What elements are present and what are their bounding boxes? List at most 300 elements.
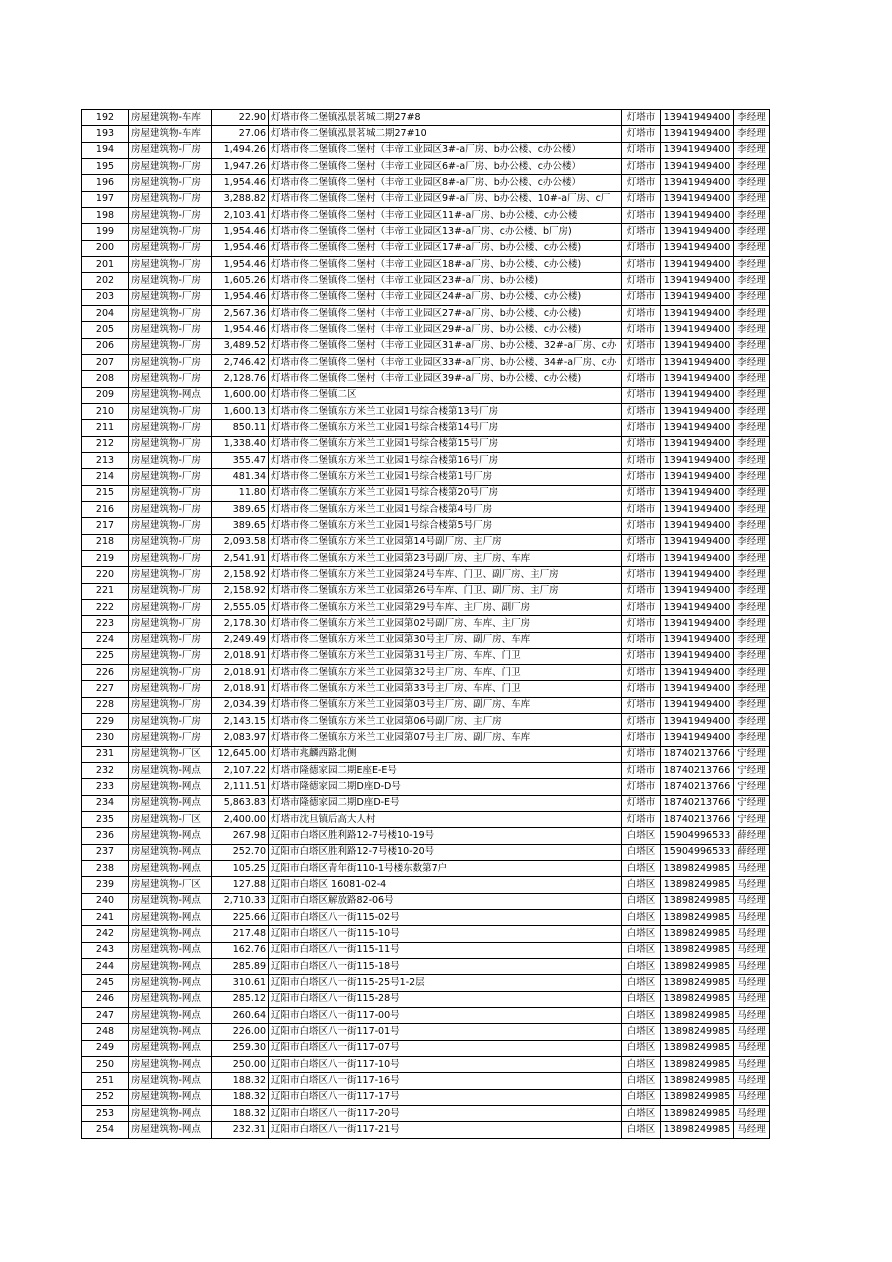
address-cell: 辽阳市白塔区八一街117-21号 xyxy=(269,1122,622,1138)
table-row xyxy=(82,224,770,240)
contact-name-cell: 李经理 xyxy=(734,175,770,191)
contact-name-cell: 李经理 xyxy=(734,207,770,223)
property-type-cell: 房屋建筑物-网点 xyxy=(129,861,212,877)
contact-name-cell: 李经理 xyxy=(734,616,770,632)
area-value-cell: 1,947.26 xyxy=(212,158,269,174)
row-number-cell: 238 xyxy=(82,861,129,877)
area-value-cell: 252.70 xyxy=(212,844,269,860)
contact-phone-cell: 13898249985 xyxy=(661,926,734,942)
property-type-cell: 房屋建筑物-厂房 xyxy=(129,207,212,223)
property-type-cell: 房屋建筑物-厂房 xyxy=(129,730,212,746)
contact-phone-cell: 13898249985 xyxy=(661,1089,734,1105)
property-type-cell: 房屋建筑物-厂房 xyxy=(129,142,212,158)
row-number-cell: 210 xyxy=(82,403,129,419)
table-row xyxy=(82,403,770,419)
address-cell: 辽阳市白塔区解放路82-06号 xyxy=(269,893,622,909)
district-cell: 灯塔市 xyxy=(622,697,661,713)
contact-name-cell: 李经理 xyxy=(734,469,770,485)
contact-phone-cell: 18740213766 xyxy=(661,779,734,795)
contact-name-cell: 马经理 xyxy=(734,861,770,877)
property-type-cell: 房屋建筑物-厂房 xyxy=(129,534,212,550)
contact-name-cell: 李经理 xyxy=(734,224,770,240)
contact-name-cell: 李经理 xyxy=(734,452,770,468)
area-value-cell: 1,954.46 xyxy=(212,322,269,338)
area-value-cell: 355.47 xyxy=(212,452,269,468)
row-number-cell: 207 xyxy=(82,354,129,370)
address-cell: 灯塔市兆麟西路北侧 xyxy=(269,746,622,762)
property-type-cell: 房屋建筑物-网点 xyxy=(129,1024,212,1040)
property-type-cell: 房屋建筑物-厂房 xyxy=(129,550,212,566)
property-type-cell: 房屋建筑物-网点 xyxy=(129,991,212,1007)
district-cell: 白塔区 xyxy=(622,1106,661,1122)
district-cell: 灯塔市 xyxy=(622,387,661,403)
area-value-cell: 850.11 xyxy=(212,420,269,436)
area-value-cell: 260.64 xyxy=(212,1008,269,1024)
row-number-cell: 225 xyxy=(82,648,129,664)
property-type-cell: 房屋建筑物-厂房 xyxy=(129,273,212,289)
area-value-cell: 259.30 xyxy=(212,1040,269,1056)
contact-name-cell: 宁经理 xyxy=(734,779,770,795)
row-number-cell: 217 xyxy=(82,518,129,534)
row-number-cell: 203 xyxy=(82,289,129,305)
address-cell: 辽阳市白塔区八一街117-00号 xyxy=(269,1008,622,1024)
address-cell: 灯塔市佟二堡镇东方米兰工业园第02号副厂房、车库、主厂房 xyxy=(269,616,622,632)
address-cell: 辽阳市白塔区八一街117-01号 xyxy=(269,1024,622,1040)
address-cell: 灯塔市佟二堡镇佟二堡村（丰帝工业园区8#-a厂房、b办公楼、c办公楼） xyxy=(269,175,622,191)
contact-phone-cell: 13941949400 xyxy=(661,616,734,632)
contact-name-cell: 马经理 xyxy=(734,959,770,975)
address-cell: 灯塔市佟二堡镇二区 xyxy=(269,387,622,403)
contact-phone-cell: 13941949400 xyxy=(661,648,734,664)
district-cell: 白塔区 xyxy=(622,1024,661,1040)
area-value-cell: 162.76 xyxy=(212,942,269,958)
row-number-cell: 228 xyxy=(82,697,129,713)
row-number-cell: 212 xyxy=(82,436,129,452)
contact-name-cell: 马经理 xyxy=(734,1008,770,1024)
district-cell: 灯塔市 xyxy=(622,436,661,452)
table-row xyxy=(82,1106,770,1122)
contact-phone-cell: 18740213766 xyxy=(661,746,734,762)
row-number-cell: 250 xyxy=(82,1057,129,1073)
district-cell: 灯塔市 xyxy=(622,763,661,779)
contact-phone-cell: 15904996533 xyxy=(661,828,734,844)
contact-phone-cell: 13941949400 xyxy=(661,158,734,174)
area-value-cell: 3,288.82 xyxy=(212,191,269,207)
address-cell: 灯塔市佟二堡镇东方米兰工业园1号综合楼第1号厂房 xyxy=(269,469,622,485)
row-number-cell: 208 xyxy=(82,371,129,387)
district-cell: 灯塔市 xyxy=(622,158,661,174)
property-type-cell: 房屋建筑物-厂房 xyxy=(129,240,212,256)
property-type-cell: 房屋建筑物-厂房 xyxy=(129,567,212,583)
property-type-cell: 房屋建筑物-厂房 xyxy=(129,436,212,452)
property-type-cell: 房屋建筑物-网点 xyxy=(129,795,212,811)
area-value-cell: 2,018.91 xyxy=(212,681,269,697)
contact-phone-cell: 13941949400 xyxy=(661,665,734,681)
area-value-cell: 285.12 xyxy=(212,991,269,1007)
area-value-cell: 11.80 xyxy=(212,485,269,501)
address-cell: 辽阳市白塔区八一街117-10号 xyxy=(269,1057,622,1073)
district-cell: 白塔区 xyxy=(622,877,661,893)
table-row xyxy=(82,436,770,452)
address-cell: 辽阳市白塔区八一街115-02号 xyxy=(269,910,622,926)
district-cell: 灯塔市 xyxy=(622,501,661,517)
contact-phone-cell: 13898249985 xyxy=(661,1122,734,1138)
contact-name-cell: 李经理 xyxy=(734,110,770,126)
contact-name-cell: 李经理 xyxy=(734,648,770,664)
area-value-cell: 12,645.00 xyxy=(212,746,269,762)
district-cell: 灯塔市 xyxy=(622,550,661,566)
row-number-cell: 224 xyxy=(82,632,129,648)
area-value-cell: 232.31 xyxy=(212,1122,269,1138)
table-row xyxy=(82,1057,770,1073)
property-type-cell: 房屋建筑物-网点 xyxy=(129,763,212,779)
district-cell: 白塔区 xyxy=(622,975,661,991)
contact-name-cell: 李经理 xyxy=(734,338,770,354)
area-value-cell: 3,489.52 xyxy=(212,338,269,354)
contact-phone-cell: 13941949400 xyxy=(661,240,734,256)
contact-phone-cell: 13898249985 xyxy=(661,861,734,877)
address-cell: 灯塔市佟二堡镇泓景茗城二期27#10 xyxy=(269,126,622,142)
row-number-cell: 244 xyxy=(82,959,129,975)
table-row xyxy=(82,616,770,632)
contact-name-cell: 李经理 xyxy=(734,354,770,370)
row-number-cell: 193 xyxy=(82,126,129,142)
district-cell: 灯塔市 xyxy=(622,485,661,501)
contact-phone-cell: 13898249985 xyxy=(661,1073,734,1089)
table-row xyxy=(82,110,770,126)
address-cell: 灯塔市佟二堡镇东方米兰工业园第23号副厂房、主厂房、车库 xyxy=(269,550,622,566)
district-cell: 灯塔市 xyxy=(622,224,661,240)
row-number-cell: 248 xyxy=(82,1024,129,1040)
table-row xyxy=(82,191,770,207)
contact-name-cell: 李经理 xyxy=(734,322,770,338)
property-type-cell: 房屋建筑物-厂房 xyxy=(129,371,212,387)
contact-name-cell: 李经理 xyxy=(734,371,770,387)
address-cell: 灯塔市佟二堡镇东方米兰工业园第06号副厂房、主厂房 xyxy=(269,714,622,730)
property-type-cell: 房屋建筑物-厂房 xyxy=(129,158,212,174)
table-row xyxy=(82,387,770,403)
area-value-cell: 481.34 xyxy=(212,469,269,485)
district-cell: 灯塔市 xyxy=(622,665,661,681)
district-cell: 灯塔市 xyxy=(622,730,661,746)
district-cell: 灯塔市 xyxy=(622,583,661,599)
contact-phone-cell: 13941949400 xyxy=(661,714,734,730)
address-cell: 灯塔市佟二堡镇东方米兰工业园1号综合楼第5号厂房 xyxy=(269,518,622,534)
property-type-cell: 房屋建筑物-厂房 xyxy=(129,697,212,713)
address-cell: 灯塔市佟二堡镇东方米兰工业园1号综合楼第15号厂房 xyxy=(269,436,622,452)
area-value-cell: 2,083.97 xyxy=(212,730,269,746)
contact-name-cell: 李经理 xyxy=(734,158,770,174)
contact-phone-cell: 13941949400 xyxy=(661,469,734,485)
area-value-cell: 389.65 xyxy=(212,501,269,517)
contact-phone-cell: 13941949400 xyxy=(661,452,734,468)
district-cell: 灯塔市 xyxy=(622,469,661,485)
district-cell: 白塔区 xyxy=(622,1073,661,1089)
property-type-cell: 房屋建筑物-网点 xyxy=(129,1073,212,1089)
area-value-cell: 2,093.58 xyxy=(212,534,269,550)
property-type-cell: 房屋建筑物-网点 xyxy=(129,1057,212,1073)
property-type-cell: 房屋建筑物-网点 xyxy=(129,828,212,844)
contact-name-cell: 宁经理 xyxy=(734,746,770,762)
table-row xyxy=(82,828,770,844)
address-cell: 灯塔市佟二堡镇佟二堡村（丰帝工业园区9#-a厂房、b办公楼、10#-a厂房、c厂 xyxy=(269,191,622,207)
table-row xyxy=(82,714,770,730)
area-value-cell: 225.66 xyxy=(212,910,269,926)
property-type-cell: 房屋建筑物-厂房 xyxy=(129,681,212,697)
district-cell: 灯塔市 xyxy=(622,110,661,126)
table-row xyxy=(82,599,770,615)
row-number-cell: 243 xyxy=(82,942,129,958)
address-cell: 灯塔市佟二堡镇东方米兰工业园第29号车库、主厂房、副厂房 xyxy=(269,599,622,615)
row-number-cell: 252 xyxy=(82,1089,129,1105)
district-cell: 灯塔市 xyxy=(622,567,661,583)
address-cell: 灯塔市佟二堡镇东方米兰工业园1号综合楼第16号厂房 xyxy=(269,452,622,468)
property-type-cell: 房屋建筑物-厂房 xyxy=(129,599,212,615)
address-cell: 辽阳市白塔区八一街115-10号 xyxy=(269,926,622,942)
property-type-cell: 房屋建筑物-厂区 xyxy=(129,812,212,828)
contact-name-cell: 李经理 xyxy=(734,583,770,599)
contact-phone-cell: 13898249985 xyxy=(661,942,734,958)
district-cell: 灯塔市 xyxy=(622,354,661,370)
row-number-cell: 246 xyxy=(82,991,129,1007)
area-value-cell: 1,954.46 xyxy=(212,256,269,272)
area-value-cell: 1,600.00 xyxy=(212,387,269,403)
contact-name-cell: 李经理 xyxy=(734,567,770,583)
area-value-cell: 2,746.42 xyxy=(212,354,269,370)
area-value-cell: 2,567.36 xyxy=(212,305,269,321)
row-number-cell: 234 xyxy=(82,795,129,811)
address-cell: 灯塔市佟二堡镇佟二堡村（丰帝工业园区11#-a厂房、b办公楼、c办公楼 xyxy=(269,207,622,223)
area-value-cell: 2,710.33 xyxy=(212,893,269,909)
address-cell: 灯塔市佟二堡镇佟二堡村（丰帝工业园区39#-a厂房、b办公楼、c办公楼) xyxy=(269,371,622,387)
address-cell: 辽阳市白塔区胜利路12-7号楼10-19号 xyxy=(269,828,622,844)
district-cell: 白塔区 xyxy=(622,861,661,877)
area-value-cell: 2,111.51 xyxy=(212,779,269,795)
row-number-cell: 235 xyxy=(82,812,129,828)
contact-phone-cell: 13941949400 xyxy=(661,256,734,272)
contact-name-cell: 马经理 xyxy=(734,1040,770,1056)
contact-phone-cell: 13941949400 xyxy=(661,387,734,403)
address-cell: 灯塔市佟二堡镇佟二堡村（丰帝工业园区17#-a厂房、b办公楼、c办公楼) xyxy=(269,240,622,256)
property-type-cell: 房屋建筑物-厂房 xyxy=(129,501,212,517)
contact-name-cell: 李经理 xyxy=(734,305,770,321)
row-number-cell: 237 xyxy=(82,844,129,860)
address-cell: 灯塔市佟二堡镇佟二堡村（丰帝工业园区18#-a厂房、b办公楼、c办公楼) xyxy=(269,256,622,272)
row-number-cell: 209 xyxy=(82,387,129,403)
property-type-cell: 房屋建筑物-厂房 xyxy=(129,616,212,632)
row-number-cell: 229 xyxy=(82,714,129,730)
contact-phone-cell: 13941949400 xyxy=(661,550,734,566)
district-cell: 白塔区 xyxy=(622,1008,661,1024)
area-value-cell: 2,018.91 xyxy=(212,665,269,681)
area-value-cell: 1,338.40 xyxy=(212,436,269,452)
area-value-cell: 1,954.46 xyxy=(212,224,269,240)
district-cell: 灯塔市 xyxy=(622,240,661,256)
table-row xyxy=(82,665,770,681)
address-cell: 灯塔市佟二堡镇东方米兰工业园第30号主厂房、副厂房、车库 xyxy=(269,632,622,648)
property-type-cell: 房屋建筑物-厂房 xyxy=(129,305,212,321)
district-cell: 灯塔市 xyxy=(622,648,661,664)
contact-name-cell: 李经理 xyxy=(734,387,770,403)
address-cell: 辽阳市白塔区八一街117-17号 xyxy=(269,1089,622,1105)
district-cell: 灯塔市 xyxy=(622,812,661,828)
row-number-cell: 241 xyxy=(82,910,129,926)
table-row xyxy=(82,1024,770,1040)
contact-phone-cell: 13941949400 xyxy=(661,697,734,713)
address-cell: 灯塔市佟二堡镇佟二堡村（丰帝工业园区29#-a厂房、b办公楼、c办公楼) xyxy=(269,322,622,338)
address-cell: 灯塔市沈旦镇后高大人村 xyxy=(269,812,622,828)
table-row xyxy=(82,730,770,746)
area-value-cell: 2,178.30 xyxy=(212,616,269,632)
district-cell: 白塔区 xyxy=(622,991,661,1007)
table-row xyxy=(82,812,770,828)
district-cell: 灯塔市 xyxy=(622,338,661,354)
area-value-cell: 1,605.26 xyxy=(212,273,269,289)
table-row xyxy=(82,893,770,909)
contact-phone-cell: 13898249985 xyxy=(661,959,734,975)
contact-name-cell: 李经理 xyxy=(734,191,770,207)
address-cell: 辽阳市白塔区 16081-02-4 xyxy=(269,877,622,893)
row-number-cell: 215 xyxy=(82,485,129,501)
contact-phone-cell: 18740213766 xyxy=(661,812,734,828)
row-number-cell: 198 xyxy=(82,207,129,223)
address-cell: 辽阳市白塔区青年街110-1号楼东数第7户 xyxy=(269,861,622,877)
row-number-cell: 231 xyxy=(82,746,129,762)
contact-phone-cell: 13898249985 xyxy=(661,893,734,909)
contact-phone-cell: 13941949400 xyxy=(661,403,734,419)
address-cell: 辽阳市白塔区八一街117-07号 xyxy=(269,1040,622,1056)
property-type-cell: 房屋建筑物-网点 xyxy=(129,942,212,958)
property-type-cell: 房屋建筑物-网点 xyxy=(129,959,212,975)
district-cell: 白塔区 xyxy=(622,926,661,942)
contact-name-cell: 李经理 xyxy=(734,273,770,289)
property-listing-table xyxy=(81,109,770,1139)
property-type-cell: 房屋建筑物-厂房 xyxy=(129,469,212,485)
table-row xyxy=(82,942,770,958)
area-value-cell: 2,400.00 xyxy=(212,812,269,828)
address-cell: 灯塔市佟二堡镇佟二堡村（丰帝工业园区6#-a厂房、b办公楼、c办公楼） xyxy=(269,158,622,174)
contact-name-cell: 李经理 xyxy=(734,289,770,305)
row-number-cell: 197 xyxy=(82,191,129,207)
table-row xyxy=(82,1122,770,1138)
row-number-cell: 227 xyxy=(82,681,129,697)
contact-phone-cell: 13941949400 xyxy=(661,485,734,501)
address-cell: 辽阳市白塔区八一街115-25号1-2层 xyxy=(269,975,622,991)
district-cell: 灯塔市 xyxy=(622,681,661,697)
district-cell: 灯塔市 xyxy=(622,795,661,811)
table-row xyxy=(82,256,770,272)
table-row xyxy=(82,158,770,174)
contact-phone-cell: 13941949400 xyxy=(661,632,734,648)
address-cell: 灯塔市佟二堡镇东方米兰工业园第03号主厂房、副厂房、车库 xyxy=(269,697,622,713)
area-value-cell: 2,128.76 xyxy=(212,371,269,387)
table-row xyxy=(82,1073,770,1089)
district-cell: 灯塔市 xyxy=(622,632,661,648)
district-cell: 白塔区 xyxy=(622,1122,661,1138)
area-value-cell: 2,143.15 xyxy=(212,714,269,730)
table-row xyxy=(82,991,770,1007)
row-number-cell: 211 xyxy=(82,420,129,436)
table-row xyxy=(82,1089,770,1105)
contact-phone-cell: 13898249985 xyxy=(661,1024,734,1040)
table-row xyxy=(82,975,770,991)
contact-name-cell: 马经理 xyxy=(734,942,770,958)
area-value-cell: 217.48 xyxy=(212,926,269,942)
contact-phone-cell: 18740213766 xyxy=(661,795,734,811)
table-row xyxy=(82,926,770,942)
area-value-cell: 2,107.22 xyxy=(212,763,269,779)
contact-phone-cell: 13898249985 xyxy=(661,975,734,991)
table-row xyxy=(82,240,770,256)
area-value-cell: 127.88 xyxy=(212,877,269,893)
area-value-cell: 226.00 xyxy=(212,1024,269,1040)
row-number-cell: 230 xyxy=(82,730,129,746)
area-value-cell: 2,555.05 xyxy=(212,599,269,615)
row-number-cell: 218 xyxy=(82,534,129,550)
contact-name-cell: 李经理 xyxy=(734,714,770,730)
row-number-cell: 201 xyxy=(82,256,129,272)
address-cell: 辽阳市白塔区八一街115-11号 xyxy=(269,942,622,958)
contact-name-cell: 李经理 xyxy=(734,550,770,566)
district-cell: 白塔区 xyxy=(622,1057,661,1073)
row-number-cell: 219 xyxy=(82,550,129,566)
contact-name-cell: 马经理 xyxy=(734,1057,770,1073)
area-value-cell: 188.32 xyxy=(212,1073,269,1089)
contact-name-cell: 李经理 xyxy=(734,730,770,746)
property-type-cell: 房屋建筑物-厂房 xyxy=(129,338,212,354)
contact-name-cell: 马经理 xyxy=(734,1106,770,1122)
address-cell: 辽阳市白塔区八一街115-28号 xyxy=(269,991,622,1007)
address-cell: 灯塔市佟二堡镇佟二堡村（丰帝工业园区33#-a厂房、b办公楼、34#-a厂房、c办 xyxy=(269,354,622,370)
table-row xyxy=(82,207,770,223)
contact-phone-cell: 13941949400 xyxy=(661,436,734,452)
table-row xyxy=(82,534,770,550)
row-number-cell: 192 xyxy=(82,110,129,126)
contact-phone-cell: 13941949400 xyxy=(661,354,734,370)
row-number-cell: 196 xyxy=(82,175,129,191)
contact-name-cell: 李经理 xyxy=(734,403,770,419)
table-row xyxy=(82,567,770,583)
contact-phone-cell: 13941949400 xyxy=(661,681,734,697)
address-cell: 灯塔市佟二堡镇佟二堡村（丰帝工业园区27#-a厂房、b办公楼、c办公楼) xyxy=(269,305,622,321)
contact-name-cell: 李经理 xyxy=(734,142,770,158)
property-type-cell: 房屋建筑物-厂房 xyxy=(129,632,212,648)
table-row xyxy=(82,452,770,468)
row-number-cell: 226 xyxy=(82,665,129,681)
contact-phone-cell: 13941949400 xyxy=(661,289,734,305)
property-type-cell: 房屋建筑物-车库 xyxy=(129,110,212,126)
area-value-cell: 267.98 xyxy=(212,828,269,844)
table-row xyxy=(82,861,770,877)
contact-name-cell: 李经理 xyxy=(734,420,770,436)
row-number-cell: 253 xyxy=(82,1106,129,1122)
table-row xyxy=(82,289,770,305)
district-cell: 白塔区 xyxy=(622,893,661,909)
property-type-cell: 房屋建筑物-厂房 xyxy=(129,583,212,599)
contact-phone-cell: 13941949400 xyxy=(661,567,734,583)
district-cell: 灯塔市 xyxy=(622,599,661,615)
contact-name-cell: 马经理 xyxy=(734,1073,770,1089)
area-value-cell: 5,863.83 xyxy=(212,795,269,811)
contact-name-cell: 薛经理 xyxy=(734,844,770,860)
address-cell: 辽阳市白塔区八一街115-18号 xyxy=(269,959,622,975)
table-row xyxy=(82,844,770,860)
table-row xyxy=(82,910,770,926)
district-cell: 白塔区 xyxy=(622,910,661,926)
area-value-cell: 22.90 xyxy=(212,110,269,126)
row-number-cell: 220 xyxy=(82,567,129,583)
area-value-cell: 27.06 xyxy=(212,126,269,142)
